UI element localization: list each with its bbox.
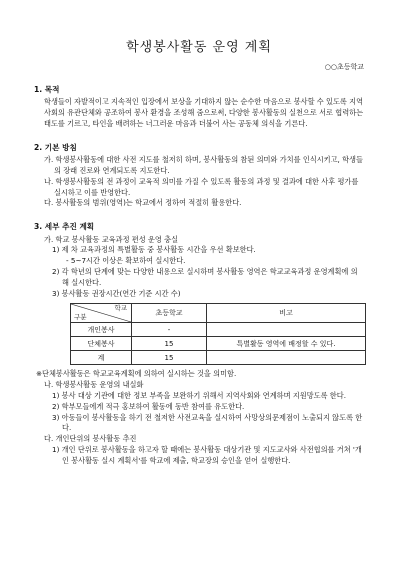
table-cell-value: - bbox=[132, 323, 207, 337]
diagonal-bottom-label: 구분 bbox=[74, 312, 87, 321]
document-title: 학생봉사활동 운영 계획 bbox=[126, 40, 272, 55]
table-cell-note: 특별활동 영역에 배정할 수 있다. bbox=[207, 337, 366, 351]
table-cell-label: 계 bbox=[71, 351, 132, 365]
table-cell-label: 단체봉사 bbox=[71, 337, 132, 351]
table-diagonal-header bbox=[71, 304, 132, 323]
section-1-heading: 1. 목적 bbox=[34, 85, 60, 94]
table-cell-note bbox=[207, 351, 366, 365]
section-3-ga-2: 2) 각 학년의 단계에 맞는 다양한 내용으로 실시하며 봉사활동 영역은 학교교육과정 운영계획에 의해 실시한다. bbox=[52, 266, 358, 287]
table-row bbox=[71, 337, 366, 351]
section-3-ga-1-sub: - 5~7시간 이상은 확보하여 실시한다. bbox=[66, 256, 186, 266]
school-name: ○○초등학교 bbox=[324, 62, 364, 71]
section-3-na: 나. 학생봉사활동 운영의 내실화 bbox=[44, 380, 144, 390]
section-3-heading: 3. 세부 추진 계획 bbox=[34, 222, 95, 232]
section-2-item-na: 나. 학생봉사활동의 전 과정이 교육적 의미를 가질 수 있도록 활동의 과정 및 결과에 대한 사후 평가를 실시하고 이를 반영한다. bbox=[44, 176, 359, 197]
table-cell-note bbox=[207, 323, 366, 337]
section-3-da-1: 1) 개인 단위로 봉사활동을 하고자 할 때에는 봉사활동 대상기관 및 지도교사와 사전협의를 거쳐 '개인 봉사활동 실시 계획서'를 학교에 제출, 학교장의 승인을 얻어 실행한다. bbox=[52, 444, 362, 465]
section-3-ga: 가. 학교 봉사활동 교육과정 편성 운영 충실 bbox=[44, 234, 179, 244]
section-3-ga-1: 1) 제 차 교육과정의 특별활동 중 봉사활동 시간을 우선 확보한다. bbox=[52, 245, 256, 255]
section-3-na-3: 3) 아동들이 봉사활동을 하기 전 철저한 사전교육을 실시하여 사망상의문제점이 노출되지 않도록 한다. bbox=[52, 412, 363, 433]
section-3-na-2: 2) 학부모들에게 적극 홍보하여 활동에 동반 참여를 유도한다. bbox=[52, 401, 245, 411]
table-row bbox=[71, 323, 366, 337]
table-cell-label: 개인봉사 bbox=[71, 323, 132, 337]
table-cell-value: 15 bbox=[132, 337, 207, 351]
table-header-row bbox=[71, 304, 366, 323]
section-1-body: 학생들이 자발적이고 지속적인 입장에서 보상을 기대하지 않는 순수한 마음으로 봉사할 수 있도록 지역사회의 유관단체와 공조하여 봉사 환경을 조성해 줌으로써, 다양한 봉사활동의 실천으로 서로 협력하는 태도를 기르고, 타인을 배려하는 너그러운 마음과 더불어 사는 공동체 의식을 기른다. bbox=[44, 97, 364, 128]
recommended-hours-table bbox=[70, 303, 366, 365]
section-2-heading: 2. 기본 방침 bbox=[34, 142, 77, 152]
table-col-remarks: 비고 bbox=[207, 304, 366, 323]
section-3-ga-3: 3) 봉사활동 권장시간(연간 기준 시간 수) bbox=[52, 288, 181, 298]
section-3-na-1: 1) 봉사 대상 기관에 대한 정보 부족을 보완하기 위해서 지역사회와 연계하며 지원망도록 한다. bbox=[52, 390, 346, 400]
table-footnote: ※단체봉사활동은 학교교육계획에 의하여 실시하는 것을 의미함. bbox=[36, 369, 237, 379]
table-cell-value: 15 bbox=[132, 351, 207, 365]
section-3-da: 다. 개인단위의 봉사활동 추진 bbox=[44, 434, 137, 444]
section-2-item-da: 다. 봉사활동의 범위(영역)는 학교에서 정하여 적절히 활용한다. bbox=[44, 198, 242, 208]
diagonal-top-label: 학교 bbox=[114, 304, 127, 313]
table-col-elementary: 초등학교 bbox=[132, 304, 207, 323]
table-row bbox=[71, 351, 366, 365]
section-2-item-ga: 가. 학생봉사활동에 대한 사전 지도를 철저히 하며, 봉사활동의 참된 의미와 가치를 인식시키고, 학생들의 장래 진로와 연계되도록 지도한다. bbox=[44, 155, 363, 175]
